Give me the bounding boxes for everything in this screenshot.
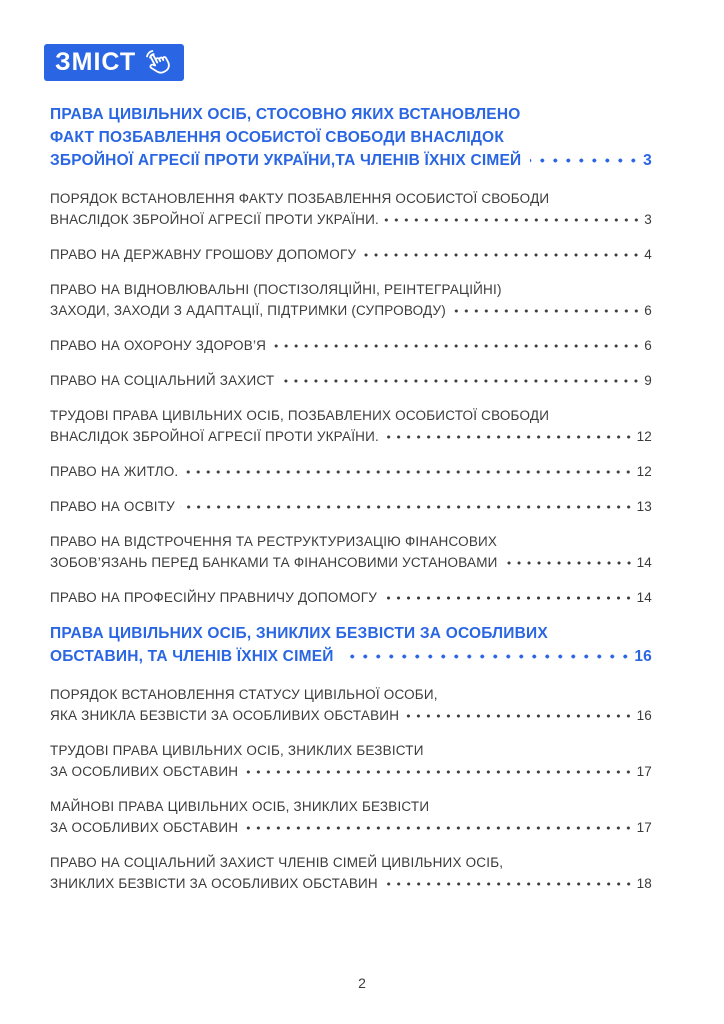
dot-leader — [383, 873, 635, 894]
dot-leader — [384, 209, 642, 230]
dot-leader — [180, 496, 635, 517]
toc-entry[interactable] — [50, 531, 652, 573]
toc-entry[interactable] — [50, 740, 652, 782]
toc-entry-line — [50, 300, 652, 321]
toc-page-number: 3 — [644, 212, 652, 227]
dot-leader — [279, 370, 642, 391]
toc-entry-line: ПРАВО НА СОЦІАЛЬНИЙ ЗАХИСТ ЧЛЕНІВ СІМЕЙ ЦИВІЛЬНИХ ОСІБ, — [50, 855, 504, 870]
toc-entry-line: ТРУДОВІ ПРАВА ЦИВІЛЬНИХ ОСІБ, ЗНИКЛИХ БЕЗВІСТИ — [50, 743, 424, 758]
toc-entry-text: ЯКА ЗНИКЛА БЕЗВІСТИ ЗА ОСОБЛИВИХ ОБСТАВИН — [50, 708, 400, 723]
toc-entry-line — [50, 552, 652, 573]
toc-entry[interactable] — [50, 405, 652, 447]
toc-entry-line — [50, 149, 652, 172]
toc-entry-text: ЗНИКЛИХ БЕЗВІСТИ ЗА ОСОБЛИВИХ ОБСТАВИН — [50, 876, 378, 891]
toc-entry-line — [50, 496, 652, 517]
toc-page-number: 3 — [643, 152, 652, 169]
toc-entry-line: ПОРЯДОК ВСТАНОВЛЕННЯ СТАТУСУ ЦИВІЛЬНОЇ ОСОБИ, — [50, 687, 438, 702]
toc-page-number: 12 — [636, 429, 652, 444]
toc-entry-line: МАЙНОВІ ПРАВА ЦИВІЛЬНИХ ОСІБ, ЗНИКЛИХ БЕЗВІСТИ — [50, 799, 430, 814]
toc-page-number: 14 — [636, 590, 652, 605]
toc-entry-text: ЗА ОСОБЛИВИХ ОБСТАВИН — [50, 764, 239, 779]
toc-entry-line: ПРАВА ЦИВІЛЬНИХ ОСІБ, ЗНИКЛИХ БЕЗВІСТИ ЗА ОСОБЛИВИХ — [50, 625, 548, 642]
dot-leader — [183, 461, 634, 482]
dot-leader — [382, 587, 635, 608]
toc-page-number: 13 — [636, 499, 652, 514]
toc-page-number: 14 — [636, 555, 652, 570]
toc-list — [50, 99, 652, 908]
dot-leader — [343, 645, 633, 668]
toc-page-number: 6 — [644, 338, 652, 353]
toc-entry-line — [50, 817, 652, 838]
toc-entry-line: ПРАВО НА ВІДСТРОЧЕННЯ ТА РЕСТРУКТУРИЗАЦІЮ ФІНАНСОВИХ — [50, 534, 498, 549]
toc-entry-line: ФАКТ ПОЗБАВЛЕННЯ ОСОБИСТОЇ СВОБОДИ ВНАСЛІДОК — [50, 129, 504, 146]
toc-entry-line — [50, 426, 652, 447]
dot-leader — [404, 705, 634, 726]
toc-entry-line: ТРУДОВІ ПРАВА ЦИВІЛЬНИХ ОСІБ, ПОЗБАВЛЕНИХ ОСОБИСТОЇ СВОБОДИ — [50, 408, 550, 423]
toc-entry-text: ПРАВО НА ОСВІТУ — [50, 499, 175, 514]
toc-entry[interactable] — [50, 496, 652, 517]
toc-entry-text: ПРАВО НА ДЕРЖАВНУ ГРОШОВУ ДОПОМОГУ — [50, 247, 357, 262]
dot-leader — [243, 817, 634, 838]
toc-entry-text: ЗА ОСОБЛИВИХ ОБСТАВИН — [50, 820, 239, 835]
dot-leader — [271, 335, 642, 356]
toc-entry[interactable] — [50, 587, 652, 608]
toc-entry[interactable] — [50, 852, 652, 894]
toc-entry-line — [50, 370, 652, 391]
hand-click-icon — [145, 49, 172, 76]
toc-entry-line — [50, 705, 652, 726]
toc-entry-line: ПОРЯДОК ВСТАНОВЛЕННЯ ФАКТУ ПОЗБАВЛЕННЯ ОСОБИСТОЇ СВОБОДИ — [50, 191, 550, 206]
toc-entry-line — [50, 209, 652, 230]
toc-entry-text: ВНАСЛІДОК ЗБРОЙНОЇ АГРЕСІЇ ПРОТИ УКРАЇНИ. — [50, 429, 379, 444]
contents-title: ЗМІСТ — [55, 48, 137, 76]
toc-entry[interactable] — [50, 684, 652, 726]
toc-entry[interactable] — [50, 370, 652, 391]
toc-entry-line — [50, 335, 652, 356]
toc-page-number: 16 — [636, 708, 652, 723]
toc-page-number: 9 — [644, 373, 652, 388]
page-footer-number: 2 — [358, 975, 366, 991]
toc-entry-text: ЗБРОЙНОЇ АГРЕСІЇ ПРОТИ УКРАЇНИ,ТА ЧЛЕНІВ ЇХНІХ СІМЕЙ — [50, 152, 522, 169]
toc-entry-line — [50, 761, 652, 782]
toc-page-number: 18 — [636, 876, 652, 891]
dot-leader — [243, 761, 634, 782]
toc-entry-line: ПРАВО НА ВІДНОВЛЮВАЛЬНІ (ПОСТІЗОЛЯЦІЙНІ, РЕІНТЕГРАЦІЙНІ) — [50, 282, 502, 297]
toc-page-number: 4 — [644, 247, 652, 262]
toc-entry-text: ВНАСЛІДОК ЗБРОЙНОЇ АГРЕСІЇ ПРОТИ УКРАЇНИ. — [50, 212, 379, 227]
toc-entry-line: ПРАВА ЦИВІЛЬНИХ ОСІБ, СТОСОВНО ЯКИХ ВСТАНОВЛЕНО — [50, 106, 521, 123]
toc-entry[interactable] — [50, 335, 652, 356]
contents-header-badge — [44, 44, 184, 81]
toc-entry-text: ПРАВО НА ЖИТЛО. — [50, 464, 179, 479]
toc-entry[interactable] — [50, 279, 652, 321]
toc-entry-text: ОБСТАВИН, ТА ЧЛЕНІВ ЇХНІХ СІМЕЙ — [50, 648, 334, 665]
toc-page-number: 6 — [644, 303, 652, 318]
toc-entry-text: ЗАХОДИ, ЗАХОДИ З АДАПТАЦІЇ, ПІДТРИМКИ (СУПРОВОДУ) — [50, 303, 446, 318]
toc-entry-line — [50, 587, 652, 608]
toc-entry-text: ЗОБОВ’ЯЗАНЬ ПЕРЕД БАНКАМИ ТА ФІНАНСОВИМИ УСТАНОВАМИ — [50, 555, 498, 570]
toc-page-number: 16 — [634, 648, 652, 665]
toc-page-number: 17 — [636, 764, 652, 779]
toc-entry-line — [50, 461, 652, 482]
dot-leader — [384, 426, 635, 447]
toc-section-entry[interactable] — [50, 622, 652, 668]
toc-entry-text: ПРАВО НА ОХОРОНУ ЗДОРОВ’Я — [50, 338, 267, 353]
toc-entry-text: ПРАВО НА СОЦІАЛЬНИЙ ЗАХИСТ — [50, 373, 275, 388]
toc-entry[interactable] — [50, 244, 652, 265]
dot-leader — [503, 552, 635, 573]
toc-entry[interactable] — [50, 188, 652, 230]
toc-entry[interactable] — [50, 796, 652, 838]
toc-page-number: 17 — [636, 820, 652, 835]
toc-entry-text: ПРАВО НА ПРОФЕСІЙНУ ПРАВНИЧУ ДОПОМОГУ — [50, 590, 378, 605]
toc-entry[interactable] — [50, 461, 652, 482]
toc-entry-line — [50, 244, 652, 265]
toc-page-number: 12 — [636, 464, 652, 479]
dot-leader — [530, 149, 641, 172]
toc-section-entry[interactable] — [50, 103, 652, 172]
toc-entry-line — [50, 645, 652, 668]
toc-entry-line — [50, 873, 652, 894]
dot-leader — [361, 244, 642, 265]
dot-leader — [451, 300, 642, 321]
